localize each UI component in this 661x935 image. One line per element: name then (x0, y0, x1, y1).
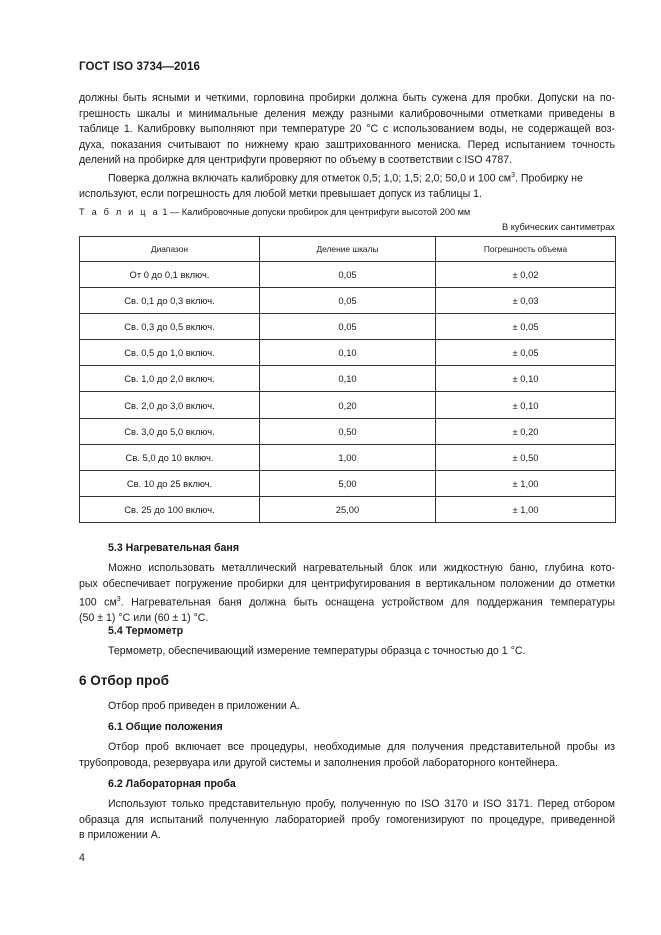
intro-paragraph (79, 91, 615, 169)
cell-error: ± 1,00 (436, 470, 616, 496)
section-6-heading: 6 Отбор проб (79, 673, 169, 688)
cell-error: ± 0,20 (436, 418, 616, 444)
text-line: Отбор проб приведен в приложении А. (108, 700, 300, 712)
check-text-tail: . Пробирку не (514, 172, 583, 185)
section-6-2-heading: 6.2 Лабораторная проба (108, 778, 236, 790)
cell-error: ± 0,50 (436, 444, 616, 470)
text-line: рых обеспечивает погружение пробирки для центрифугирования в вертикальном положении до отметки (79, 577, 615, 590)
text-line: Можно использовать металлический нагревательный блок или жидкостную баню, глубина кото- (108, 562, 615, 574)
text-line: трубопровода, резервуара или другой системы и заполнения пробой лабораторного контейнера. (79, 756, 559, 769)
text-line: (50 ± 1) °C или (60 ± 1) °C. (79, 612, 209, 625)
text-line: грешность шкалы и минимальные деления между разными калибровочными отметками приведены в (79, 107, 615, 120)
table-row (80, 366, 616, 392)
section-6-1-heading: 6.1 Общие положения (108, 721, 223, 733)
cell-division: 0,05 (260, 314, 436, 340)
text-line: Термометр, обеспечивающий измерение температуры образца с точностью до 1 °C. (108, 645, 526, 657)
cell-division: 0,10 (260, 340, 436, 366)
table-row (80, 418, 616, 444)
cell-range: Св. 25 до 100 включ. (80, 496, 260, 522)
table-row (80, 340, 616, 366)
text-fragment: . Нагревательная баня должна быть оснащена устройством для поддержания температуры (120, 596, 616, 609)
section-5-4-heading: 5.4 Термометр (108, 625, 184, 637)
table-row (80, 262, 616, 288)
cell-range: Св. 0,3 до 0,5 включ. (80, 314, 260, 340)
cell-range: Св. 0,5 до 1,0 включ. (80, 340, 260, 366)
table-header-row (80, 237, 616, 262)
table-caption (79, 207, 470, 217)
page-number: 4 (79, 852, 85, 864)
text-line (79, 592, 615, 611)
cell-range: Св. 10 до 25 включ. (80, 470, 260, 496)
text-line: таблице 1. Калибровку выполняют при температуре 20 °C с использованием воды, не содержащей воз- (79, 123, 615, 135)
section-6-paragraph (79, 699, 615, 715)
section-6-1-paragraph (79, 740, 615, 771)
section-5-3-paragraph (79, 561, 615, 627)
cell-division: 1,00 (260, 444, 436, 470)
cell-range: Св. 0,1 до 0,3 включ. (80, 288, 260, 314)
table-label: Т а б л и ц а (79, 207, 160, 217)
cell-error: ± 0,05 (436, 340, 616, 366)
table-title: — Калибровочные допуски пробирок для центрифуги высотой 200 мм (167, 207, 471, 217)
calibration-tolerance-table (79, 236, 616, 523)
cell-error: ± 0,03 (436, 288, 616, 314)
table-row (80, 470, 616, 496)
cell-range: Св. 2,0 до 3,0 включ. (80, 392, 260, 418)
table-row (80, 392, 616, 418)
document-header: ГОСТ ISO 3734—2016 (79, 61, 201, 73)
cell-error: ± 0,10 (436, 366, 616, 392)
superscript: 3 (116, 596, 121, 603)
cell-error: ± 0,02 (436, 262, 616, 288)
cell-division: 0,20 (260, 392, 436, 418)
check-text: Поверка должна включать калибровку для отметок 0,5; 1,0; 1,5; 2,0; 50,0 и 100 см (108, 172, 512, 185)
cell-range: От 0 до 0,1 включ. (80, 262, 260, 288)
table-number: 1 (162, 207, 168, 217)
cell-division: 0,50 (260, 418, 436, 444)
table-row (80, 314, 616, 340)
calibration-check-paragraph (79, 168, 615, 203)
text-line: образца для испытаний полученную лабораторией пробу гомогенизируют по процедуре, приведенной (79, 813, 615, 826)
cell-division: 0,05 (260, 262, 436, 288)
section-5-4-paragraph (79, 644, 615, 660)
text-line: Используют только представительную пробу, полученную по ISO 3170 и ISO 3171. Перед отбором (108, 798, 615, 810)
text-line: духа, показания считывают по нижнему краю заштрихованного мениска. Перед испытанием точность (79, 138, 615, 151)
text-line: делений на пробирке для центрифуги проверяют по объему в соответствии с ISO 4787. (79, 154, 513, 166)
text-fragment: 100 см (79, 596, 117, 609)
cell-error: ± 0,10 (436, 392, 616, 418)
superscript: 3 (511, 172, 515, 179)
section-6-2-paragraph (79, 797, 615, 844)
cell-division: 0,10 (260, 366, 436, 392)
cell-range: Св. 1,0 до 2,0 включ. (80, 366, 260, 392)
cell-error: ± 1,00 (436, 496, 616, 522)
cell-range: Св. 3,0 до 5,0 включ. (80, 418, 260, 444)
text-line: используют, если погрешность для любой метки превышает допуск из таблицы 1. (79, 188, 482, 201)
column-header-division: Деление шкалы (260, 237, 436, 262)
text-line: Отбор проб включает все процедуры, необходимые для получения представительной пробы из (108, 741, 615, 753)
cell-division: 5,00 (260, 470, 436, 496)
text-line: в приложении А. (79, 829, 161, 841)
text-line (79, 168, 615, 187)
table-units: В кубических сантиметрах (502, 222, 615, 232)
cell-range: Св. 5,0 до 10 включ. (80, 444, 260, 470)
table-row (80, 444, 616, 470)
cell-error: ± 0,05 (436, 314, 616, 340)
column-header-error: Погрешность объема (436, 237, 616, 262)
column-header-range: Диапазон (80, 237, 260, 262)
text-line: должны быть ясными и четкими, горловина пробирки должна быть сужена для пробки. Допуски на по- (79, 92, 615, 104)
table-row (80, 496, 616, 522)
table-row (80, 288, 616, 314)
cell-division: 25,00 (260, 496, 436, 522)
cell-division: 0,05 (260, 288, 436, 314)
section-5-3-heading: 5.3 Нагревательная баня (108, 542, 240, 554)
